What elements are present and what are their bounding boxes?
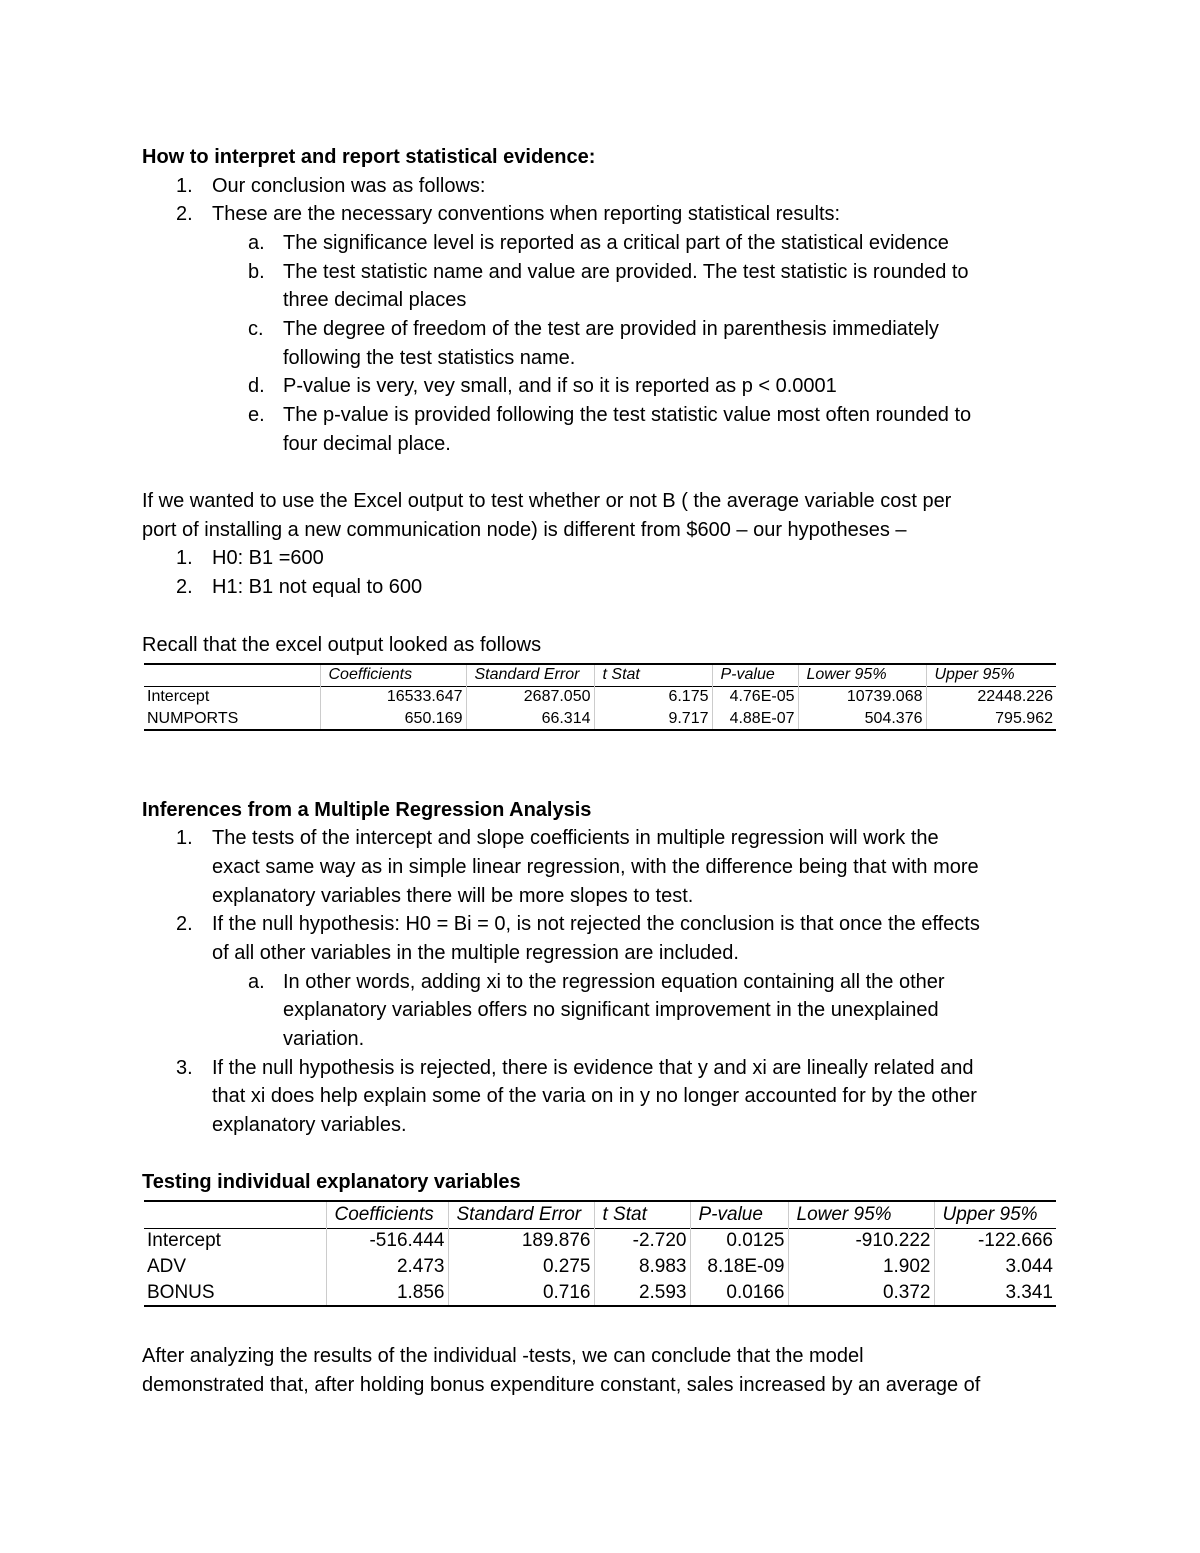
sublist-item: In other words, adding xi to the regression equation containing all the other bbox=[283, 971, 945, 993]
list-item-continuation: of all other variables in the multiple regression are included. bbox=[212, 942, 739, 964]
section-heading-inferences: Inferences from a Multiple Regression Analysis bbox=[142, 799, 592, 821]
table-row bbox=[144, 1228, 1056, 1254]
table-header-cell: P-value bbox=[712, 664, 798, 686]
list-number: 2. bbox=[176, 913, 193, 935]
sublist-letter: a. bbox=[248, 232, 265, 254]
list-item: If the null hypothesis: H0 = Bi = 0, is not rejected the conclusion is that once the effects bbox=[212, 913, 980, 935]
table-cell: 10739.068 bbox=[798, 686, 926, 708]
table-cell: 6.175 bbox=[594, 686, 712, 708]
table-header-cell: Upper 95% bbox=[934, 1201, 1056, 1228]
table-header-cell: Lower 95% bbox=[798, 664, 926, 686]
table-cell: -2.720 bbox=[594, 1228, 690, 1254]
table-cell: -122.666 bbox=[934, 1228, 1056, 1254]
table-header-cell: Coefficients bbox=[326, 1201, 448, 1228]
sublist-item-continuation: explanatory variables offers no significant improvement in the unexplained bbox=[283, 999, 939, 1021]
sublist-letter: c. bbox=[248, 318, 264, 340]
table-cell: 4.88E-07 bbox=[712, 708, 798, 730]
table-header-cell: Lower 95% bbox=[788, 1201, 934, 1228]
table-cell: 16533.647 bbox=[320, 686, 466, 708]
list-item: Our conclusion was as follows: bbox=[212, 175, 486, 197]
sublist-item: P-value is very, vey small, and if so it is reported as p < 0.0001 bbox=[283, 375, 837, 397]
table-header-cell: t Stat bbox=[594, 664, 712, 686]
list-number: 1. bbox=[176, 175, 193, 197]
table-cell: -910.222 bbox=[788, 1228, 934, 1254]
table-cell: 650.169 bbox=[320, 708, 466, 730]
list-number: 3. bbox=[176, 1057, 193, 1079]
sublist-item: The p-value is provided following the test statistic value most often rounded to bbox=[283, 404, 972, 426]
list-item-continuation: explanatory variables there will be more slopes to test. bbox=[212, 885, 694, 907]
sublist-item-continuation: three decimal places bbox=[283, 289, 467, 311]
sublist-item-continuation: four decimal place. bbox=[283, 433, 451, 455]
paragraph-line: port of installing a new communication node) is different from $600 – our hypotheses – bbox=[142, 519, 907, 541]
table-cell: 2687.050 bbox=[466, 686, 594, 708]
table-cell: 22448.226 bbox=[926, 686, 1056, 708]
sublist-letter: d. bbox=[248, 375, 265, 397]
list-item: If the null hypothesis is rejected, there is evidence that y and xi are lineally related and bbox=[212, 1057, 974, 1079]
sublist-item-continuation: variation. bbox=[283, 1028, 365, 1050]
table-cell: 66.314 bbox=[466, 708, 594, 730]
conclusion-line: demonstrated that, after holding bonus expenditure constant, sales increased by an average of bbox=[142, 1374, 981, 1396]
table-row-label: BONUS bbox=[147, 1281, 215, 1303]
paragraph-line: If we wanted to use the Excel output to test whether or not B ( the average variable cost per bbox=[142, 490, 952, 512]
list-number: 2. bbox=[176, 576, 193, 598]
table-row-label: NUMPORTS bbox=[147, 709, 239, 727]
table-row-label: Intercept bbox=[147, 688, 210, 706]
table-cell: 795.962 bbox=[926, 708, 1056, 730]
table-header-cell: P-value bbox=[690, 1201, 788, 1228]
sublist-letter: e. bbox=[248, 404, 265, 426]
conclusion-line: After analyzing the results of the individual -tests, we can conclude that the model bbox=[142, 1345, 864, 1367]
sublist-letter: a. bbox=[248, 971, 265, 993]
table-header-cell: t Stat bbox=[594, 1201, 690, 1228]
table-row bbox=[144, 1254, 1056, 1280]
list-item: The tests of the intercept and slope coefficients in multiple regression will work the bbox=[212, 827, 939, 849]
list-item: These are the necessary conventions when reporting statistical results: bbox=[212, 203, 841, 225]
table-row-label: ADV bbox=[147, 1256, 187, 1277]
table-cell: -516.444 bbox=[326, 1228, 448, 1254]
list-item-continuation: that xi does help explain some of the varia on in y no longer accounted for by the other bbox=[212, 1085, 977, 1107]
table-cell: 2.593 bbox=[594, 1280, 690, 1306]
table-cell: 8.18E-09 bbox=[690, 1254, 788, 1280]
sublist-item-continuation: following the test statistics name. bbox=[283, 347, 576, 369]
table-cell: 504.376 bbox=[798, 708, 926, 730]
table-cell: 0.0166 bbox=[690, 1280, 788, 1306]
recall-line: Recall that the excel output looked as follows bbox=[142, 634, 542, 656]
hypothesis-null: H0: B1 =600 bbox=[212, 547, 324, 569]
table-cell: 8.983 bbox=[594, 1254, 690, 1280]
table-header-cell bbox=[144, 664, 320, 686]
table-cell: 0.716 bbox=[448, 1280, 594, 1306]
section-heading-interpret: How to interpret and report statistical evidence: bbox=[142, 146, 596, 168]
table-header-cell: Standard Error bbox=[448, 1201, 594, 1228]
table-cell: 3.044 bbox=[934, 1254, 1056, 1280]
table-header-cell: Upper 95% bbox=[926, 664, 1056, 686]
table-cell: 2.473 bbox=[326, 1254, 448, 1280]
table-header-cell bbox=[144, 1201, 326, 1228]
table-row bbox=[144, 686, 1056, 708]
list-number: 1. bbox=[176, 547, 193, 569]
table-row bbox=[144, 708, 1056, 730]
table-cell: 1.856 bbox=[326, 1280, 448, 1306]
list-number: 2. bbox=[176, 203, 193, 225]
regression-output-table-multiple bbox=[144, 1200, 1056, 1307]
table-cell: 4.76E-05 bbox=[712, 686, 798, 708]
sublist-letter: b. bbox=[248, 261, 265, 283]
table-cell: 189.876 bbox=[448, 1228, 594, 1254]
table-header-row bbox=[144, 664, 1056, 686]
list-number: 1. bbox=[176, 827, 193, 849]
table-cell: 1.902 bbox=[788, 1254, 934, 1280]
excel-output-table-simple bbox=[144, 663, 1056, 731]
table-cell: 9.717 bbox=[594, 708, 712, 730]
table-header-cell: Coefficients bbox=[320, 664, 466, 686]
table-cell: 0.372 bbox=[788, 1280, 934, 1306]
sublist-item: The test statistic name and value are provided. The test statistic is rounded to bbox=[283, 261, 969, 283]
section-heading-testing: Testing individual explanatory variables bbox=[142, 1171, 521, 1193]
hypothesis-alternative: H1: B1 not equal to 600 bbox=[212, 576, 423, 598]
sublist-item: The degree of freedom of the test are provided in parenthesis immediately bbox=[283, 318, 939, 340]
table-row bbox=[144, 1280, 1056, 1306]
table-header-row bbox=[144, 1201, 1056, 1228]
list-item-continuation: explanatory variables. bbox=[212, 1114, 407, 1136]
list-item-continuation: exact same way as in simple linear regression, with the difference being that with more bbox=[212, 856, 979, 878]
table-cell: 0.275 bbox=[448, 1254, 594, 1280]
table-cell: 0.0125 bbox=[690, 1228, 788, 1254]
table-header-cell: Standard Error bbox=[466, 664, 594, 686]
table-cell: 3.341 bbox=[934, 1280, 1056, 1306]
sublist-item: The significance level is reported as a critical part of the statistical evidence bbox=[283, 232, 949, 254]
table-row-label: Intercept bbox=[147, 1230, 221, 1252]
